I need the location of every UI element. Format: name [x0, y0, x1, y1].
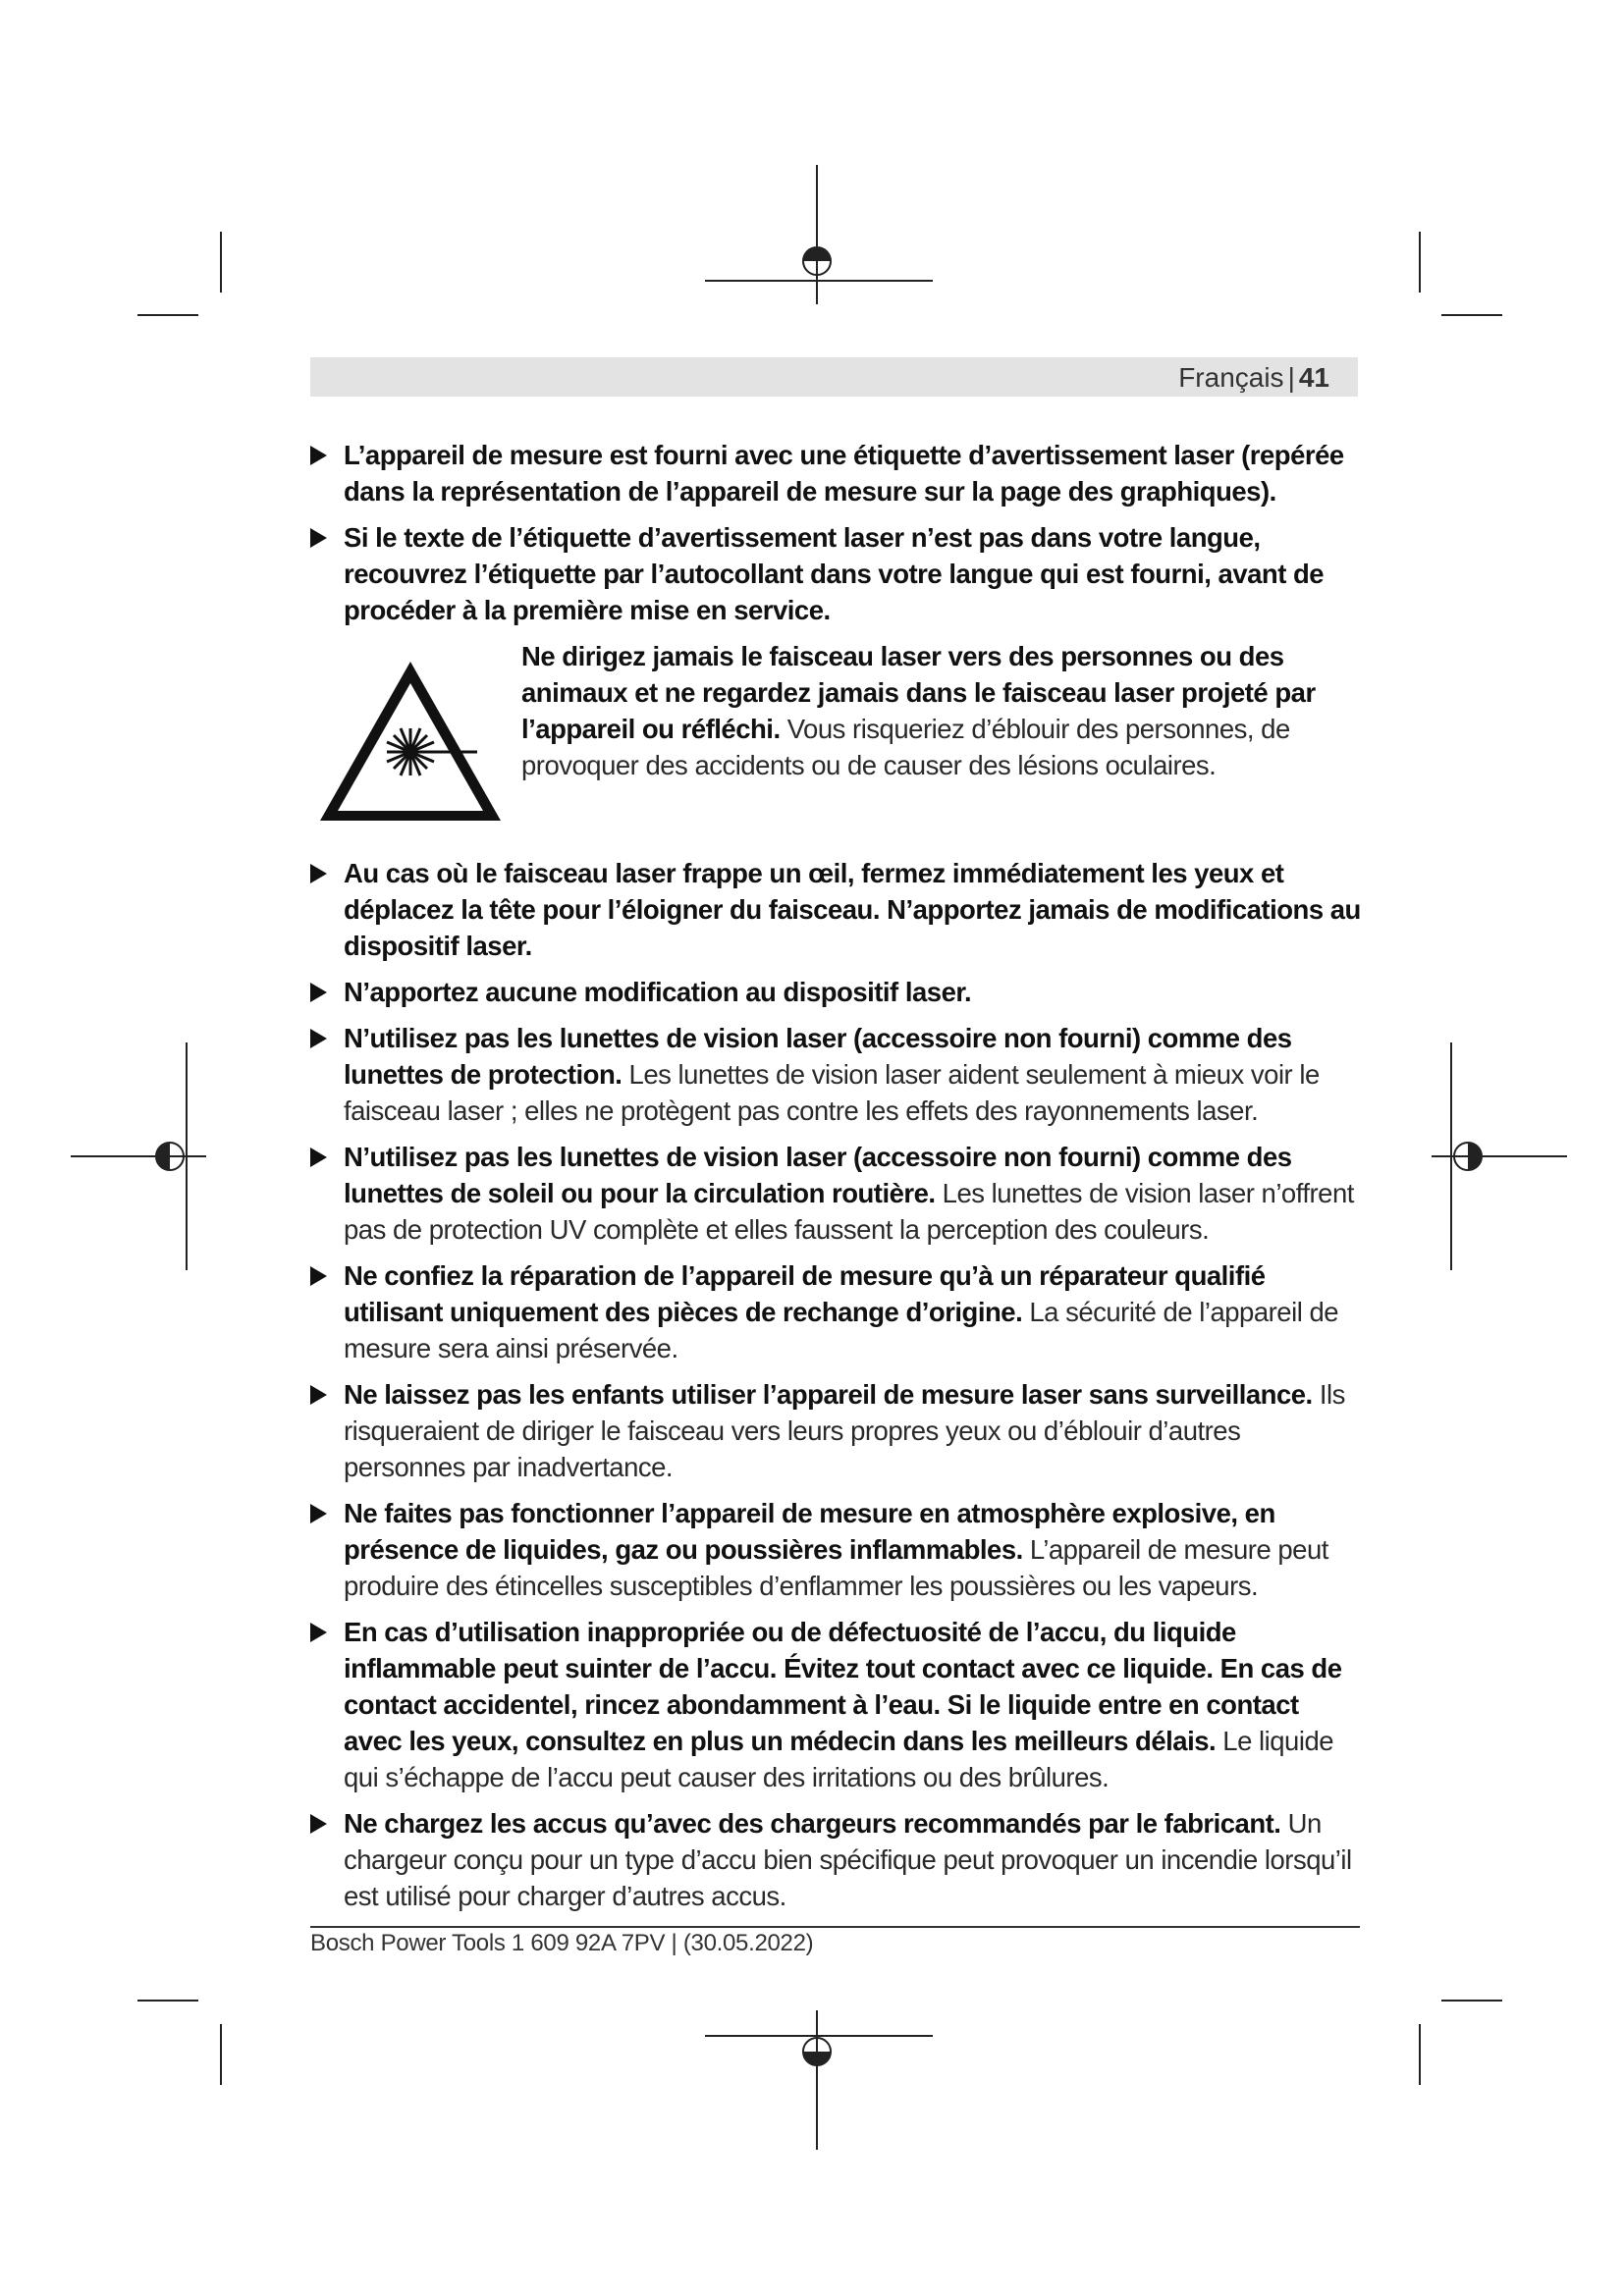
item-bold-text: Ne confiez la réparation de l’appareil de mesure qu’à un réparateur qualifié utilisant uniquement des pièces de rechange d’origine. — [344, 1260, 1266, 1327]
item-normal-text: La sécurité de l’appareil de mesure sera ainsi préservée. — [344, 1297, 1339, 1363]
bullet-arrow-icon — [310, 446, 327, 465]
item-bold-text: N’apportez aucune modification au dispositif laser. — [344, 977, 972, 1007]
list-item — [310, 1139, 1361, 1248]
item-normal-text: Les lunettes de vision laser aident seulement à mieux voir le faisceau laser ; elles ne protègent pas contre les effets des rayonnements laser. — [344, 1059, 1320, 1126]
list-item — [310, 855, 1361, 964]
bullet-arrow-icon — [310, 864, 327, 883]
item-bold-text: Ne laissez pas les enfants utiliser l’appareil de mesure laser sans surveillance. — [344, 1379, 1313, 1410]
header-separator: | — [1287, 362, 1295, 393]
item-normal-text: Un chargeur conçu pour un type d’accu bien spécifique peut provoquer un incendie lorsqu’il est utilisé pour charger d’autres accus. — [344, 1808, 1352, 1911]
list-item — [310, 1257, 1361, 1366]
list-item — [310, 1495, 1361, 1604]
page-header — [310, 357, 1358, 397]
bullet-arrow-icon — [310, 1266, 327, 1286]
item-bold-text: L’appareil de mesure est fourni avec une étiquette d’avertissement laser (repérée dans la représentation de l’appareil de mesure sur la page des graphiques). — [344, 440, 1344, 507]
list-item — [310, 1020, 1361, 1129]
item-normal-text: L’appareil de mesure peut produire des étincelles susceptibles d’enflammer les poussières ou les vapeurs. — [344, 1534, 1328, 1601]
header-title — [1178, 362, 1329, 394]
warning-normal-text: Vous risqueriez d’éblouir des personnes, de provoquer des accidents ou de causer des lésions oculaires. — [521, 714, 1290, 780]
header-language: Français — [1178, 362, 1284, 393]
safety-instructions — [310, 437, 1361, 1924]
footer-divider — [310, 1926, 1360, 1928]
bullet-arrow-icon — [310, 1385, 327, 1405]
footer-text: Bosch Power Tools 1 609 92A 7PV | (30.05.2022) — [310, 1930, 814, 1956]
laser-warning-block — [310, 638, 1361, 829]
list-item — [310, 1805, 1361, 1914]
list-item — [310, 974, 1361, 1010]
bullet-arrow-icon — [310, 983, 327, 1002]
list-item — [310, 1376, 1361, 1485]
bullet-arrow-icon — [310, 1814, 327, 1834]
item-normal-text: Ils risqueraient de diriger le faisceau vers leurs propres yeux ou d’éblouir d’autres personnes par inadvertance. — [344, 1379, 1345, 1482]
bullet-arrow-icon — [310, 1504, 327, 1523]
list-item — [310, 437, 1361, 509]
item-bold-text: En cas d’utilisation inappropriée ou de défectuosité de l’accu, du liquide inflammable peut suinter de l’accu. Évitez tout contact avec ce liquide. En cas de contact accidentel, rincez abondamment à l’eau. Si le liquide entre en contact avec les yeux, consultez en plus un médecin dans les meilleurs délais. — [344, 1617, 1342, 1756]
item-normal-text: Les lunettes de vision laser n’offrent pas de protection UV complète et elles faussent la perception des couleurs. — [344, 1178, 1354, 1245]
item-bold-text: N’utilisez pas les lunettes de vision laser (accessoire non fourni) comme des lunettes de protection. — [344, 1023, 1292, 1090]
item-bold-text: Ne faites pas fonctionner l’appareil de mesure en atmosphère explosive, en présence de liquides, gaz ou poussières inflammables. — [344, 1498, 1275, 1565]
bullet-arrow-icon — [310, 1148, 327, 1167]
bullet-arrow-icon — [310, 1623, 327, 1642]
laser-warning-triangle-icon — [316, 658, 505, 825]
warning-bold-text: Ne dirigez jamais le faisceau laser vers des personnes ou des animaux et ne regardez jamais dans le faisceau laser projeté par l’appareil ou réfléchi. — [521, 641, 1316, 744]
page-number: 41 — [1298, 362, 1329, 393]
list-item — [310, 1614, 1361, 1795]
list-item — [310, 519, 1361, 628]
bullet-arrow-icon — [310, 528, 327, 548]
item-bold-text: Si le texte de l’étiquette d’avertissement laser n’est pas dans votre langue, recouvrez l’étiquette par l’autocollant dans votre langue qui est fourni, avant de procéder à la première mise en service. — [344, 522, 1325, 625]
laser-warning-text — [521, 638, 1361, 783]
item-normal-text: Le liquide qui s’échappe de l’accu peut causer des irritations ou des brûlures. — [344, 1726, 1334, 1792]
bullet-arrow-icon — [310, 1029, 327, 1048]
item-bold-text: Ne chargez les accus qu’avec des chargeurs recommandés par le fabricant. — [344, 1808, 1281, 1839]
item-bold-text: N’utilisez pas les lunettes de vision laser (accessoire non fourni) comme des lunettes de soleil ou pour la circulation routière. — [344, 1142, 1292, 1208]
item-bold-text: Au cas où le faisceau laser frappe un œil, fermez immédiatement les yeux et déplacez la tête pour l’éloigner du faisceau. N’apportez jamais de modifications au dispositif laser. — [344, 858, 1361, 961]
